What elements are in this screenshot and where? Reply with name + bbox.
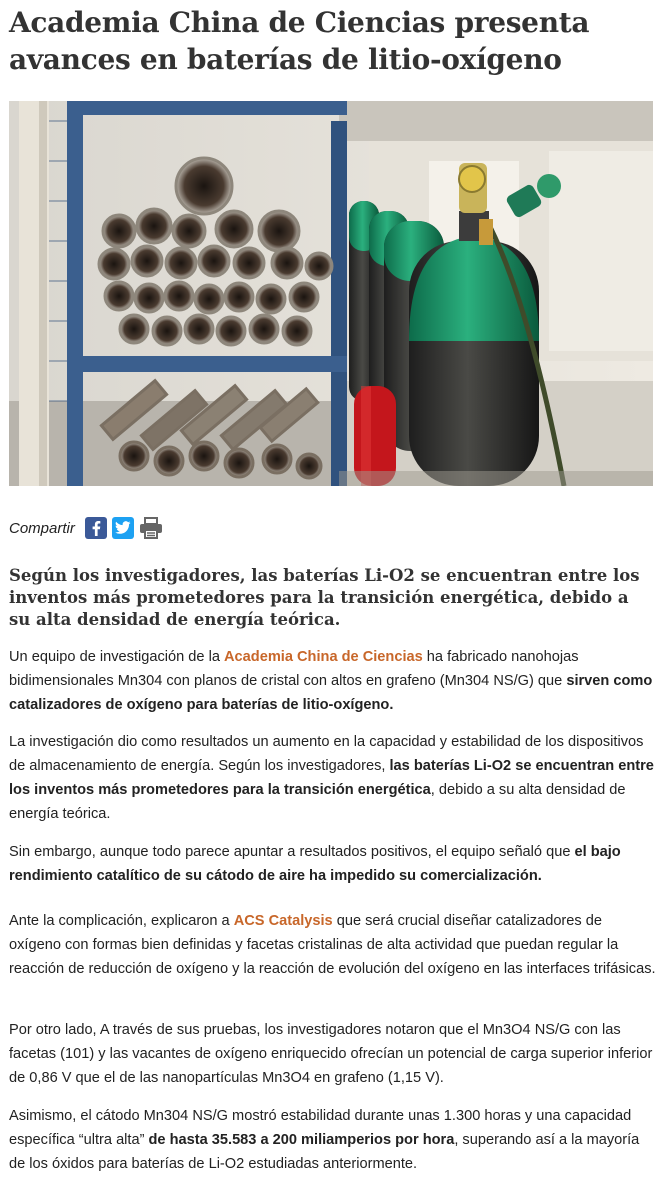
paragraph-1: Un equipo de investigación de la Academia China de Ciencias ha fabricado nanohojas bidimensionales Mn304 con planos de cristal con altos en grafeno (Mn304 NS/G) que sirven como catalizadores de oxígeno para baterías de litio-oxígeno. — [9, 649, 653, 713]
article-lead: Según los investigadores, las baterías Li-O2 se encuentran entre los inventos más prometedores para la transición energética, debido a su alta densidad de energía teórica. — [9, 566, 640, 629]
hero-image — [9, 101, 653, 486]
share-label: Compartir — [9, 519, 75, 537]
paragraph-5: Por otro lado, A través de sus pruebas, los investigadores notaron que el Mn3O4 NS/G con las facetas (101) y las vacantes de oxígeno enriquecido ofrecían un potencial de carga superior inferior de 0,86 V que el de las nanopartículas Mn3O4 en grafeno (1,15 V). — [9, 1022, 653, 1086]
paragraph-4: Ante la complicación, explicaron a ACS Catalysis que será crucial diseñar catalizadores de oxígeno con formas bien definidas y facetas cristalinas de alta actividad que puedan regular la reacción de reducción de oxígeno y la reacción de evolución del oxígeno en las interfaces trifásicas. — [9, 913, 656, 977]
paragraph-2: La investigación dio como resultados un aumento en la capacidad y estabilidad de los dispositivos de almacenamiento de energía. Según los investigadores, las baterías Li-O2 se encuentran entre los inventos más prometedores para la transición energética, debido a su alta densidad de energía teórica. — [9, 734, 654, 822]
twitter-icon[interactable] — [112, 517, 134, 539]
share-bar — [9, 512, 168, 544]
article-title: Academia China de Ciencias presenta avances en baterías de litio-oxígeno — [9, 6, 590, 76]
paragraph-6: Asimismo, el cátodo Mn304 NS/G mostró estabilidad durante unas 1.300 horas y una capacidad específica “ultra alta” de hasta 35.583 a 200 miliamperios por hora, superando así a la mayoría de los óxidos para baterías de Li-O2 estudiadas anteriormente. — [9, 1108, 640, 1172]
link-acs-catalysis[interactable]: ACS Catalysis — [233, 913, 333, 929]
link-academia-china[interactable]: Academia China de Ciencias — [224, 649, 423, 665]
facebook-icon[interactable] — [85, 517, 107, 539]
paragraph-3: Sin embargo, aunque todo parece apuntar a resultados positivos, el equipo señaló que el bajo rendimiento catalítico de su cátodo de aire ha impedido su comercialización. — [9, 844, 621, 884]
gas-cylinders-photo — [9, 101, 653, 486]
print-icon[interactable] — [139, 517, 163, 539]
